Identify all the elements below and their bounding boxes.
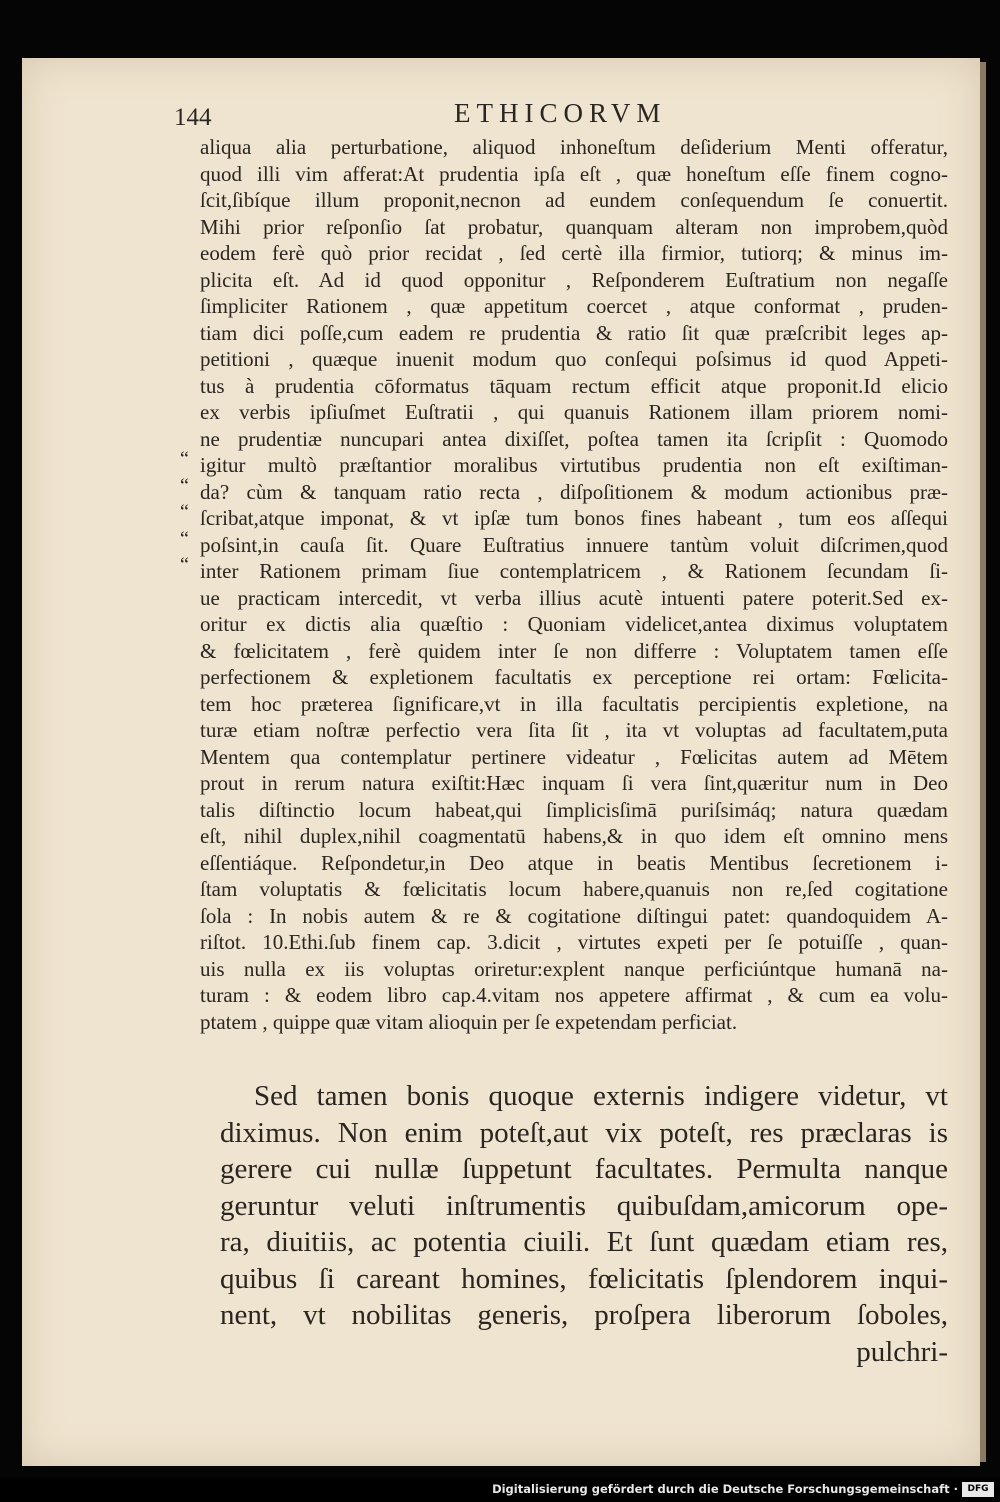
commentary-line: petitioni , quæque inuenit modum quo conſequi poſsimus id quod Appeti-	[200, 347, 948, 371]
main-text-line: ra, diuitiis, ac potentia ciuili. Et ſunt quædam etiam res,	[220, 1226, 948, 1258]
commentary-line: eſt, nihil duplex,nihil coagmentatū habens,& in quo idem eſt omnino mens	[200, 824, 948, 848]
commentary-line: ptatem , quippe quæ vitam alioquin per ſe expetendam perficiat.	[200, 1009, 738, 1034]
commentary-line: perfectionem & expletionem facultatis ex perceptione rei ortam: Fœlicita-	[200, 665, 948, 689]
main-text-line: gerere cui nullæ ſuppetunt facultates. Permulta nanque	[220, 1153, 948, 1185]
commentary-line: Mihi prior reſponſio ſat probatur, quanquam alteram non improbem,quòd	[200, 214, 948, 239]
main-text-line: diximus. Non enim poteſt,aut vix poteſt, res præclaras is	[220, 1116, 948, 1149]
main-text-block	[220, 1078, 948, 1370]
commentary-line: ſtam voluptatis & fœlicitatis locum habere,quanuis non re,ſed cogitatione	[200, 877, 948, 901]
commentary-line: ex verbis ipſiuſmet Euſtratii , qui quanuis Rationem illam priorem nomi-	[200, 400, 948, 424]
commentary-line: ſola : In nobis autem & re & cogitatione diſtingui patet: quandoquidem A-	[200, 903, 948, 928]
quote-mark: “	[180, 527, 189, 550]
commentary-line: poſsint,in cauſa ſit. Quare Euſtratius innuere tantùm voluit diſcrimen,quod	[200, 532, 948, 557]
main-text-line: Sed tamen bonis quoque externis indigere videtur, vt	[254, 1080, 948, 1112]
commentary-line: tus à prudentia cōformatus tāquam rectum efficit atque proponit.Id elicio	[200, 373, 948, 398]
quote-marks	[180, 446, 200, 579]
main-text-line: geruntur veluti inſtrumentis quibuſdam,amicorum ope-	[220, 1189, 948, 1222]
main-text-line: quibus ſi careant homines, fœlicitatis ſplendorem inqui-	[220, 1262, 948, 1295]
commentary-line: prout in rerum natura exiſtit:Hæc inquam ſi vera ſint,quæritur num in Deo	[200, 771, 948, 795]
commentary-line: eſſentiáque. Reſpondetur,in Deo atque in beatis Mentibus ſecretionem i-	[200, 850, 948, 875]
commentary-line: ne prudentiæ nuncupari antea dixiſſet, poſtea tamen ita ſcripſit : Quomodo	[200, 426, 948, 451]
commentary-line: ſcribat,atque imponat, & vt ipſæ tum bonos fines habeant , tum eos aſſequi	[200, 506, 948, 530]
commentary-line: oritur ex dictis alia quæſtio : Quoniam videlicet,antea diximus voluptatem	[200, 612, 948, 636]
commentary-line: da? cùm & tanquam ratio recta , diſpoſitionem & modum actionibus præ-	[200, 479, 948, 504]
commentary-line: turam : & eodem libro cap.4.vitam nos appetere affirmat , & cum ea volu-	[200, 983, 948, 1007]
commentary-line: tem hoc præterea ſignificare,vt in illa facultatis percipientis expletione, na	[200, 691, 948, 716]
commentary-line: ſimpliciter Rationem , quæ appetitum coercet , atque conformat , pruden-	[200, 294, 948, 318]
commentary-line: & fœlicitatem , ferè quidem inter ſe non differre : Voluptatem tamen eſſe	[200, 638, 948, 663]
quote-mark: “	[180, 554, 189, 576]
main-text-line: nent, vt nobilitas generis, proſpera liberorum ſoboles,	[220, 1299, 948, 1331]
page-edge	[980, 62, 986, 1462]
commentary-line: inter Rationem primam ſiue contemplatricem , & Rationem ſecundam ſi-	[200, 559, 948, 583]
commentary-line: uis nulla ex iis voluptas oriretur:explent nanque perficiúntque humanā na-	[200, 956, 948, 981]
running-title: ETHICORVM	[454, 98, 667, 128]
commentary-line: riſtot. 10.Ethi.ſub finem cap. 3.dicit , virtutes expeti per ſe potuiſſe , quan-	[200, 930, 948, 954]
commentary-line: eodem ferè quò prior recidat , ſed certè illa firmior, tutiorq; & minus im-	[200, 241, 948, 265]
quote-mark: “	[180, 474, 189, 497]
commentary-line: talis diſtinctio locum habeat,qui ſimplicisſimā puriſsimáq; natura quædam	[200, 797, 948, 822]
quote-mark: “	[180, 448, 189, 470]
commentary-line: Mentem qua contemplatur pertinere videatur , Fœlicitas autem ad Mētem	[200, 744, 948, 769]
commentary-line: igitur multò præſtantior moralibus virtutibus prudentia non eſt exiſtiman-	[200, 453, 948, 477]
quote-mark: “	[180, 501, 189, 523]
main-text-line: pulchri-	[856, 1335, 948, 1368]
page-header	[174, 98, 954, 138]
commentary-line: ue practicam intercedit, vt verba illius acutè intuenti patere poterit.Sed ex-	[200, 585, 948, 610]
commentary-line: plicita eſt. Ad id quod opponitur , Reſponderem Euſtratium non negaſſe	[200, 267, 948, 292]
commentary-line: tiam dici poſſe,cum eadem re prudentia & ratio ſit quæ præſcribit leges ap-	[200, 320, 948, 345]
commentary-line: aliqua alia perturbatione, aliquod inhoneſtum deſiderium Menti offeratur,	[200, 135, 948, 159]
commentary-line: quod illi vim afferat:At prudentia ipſa eſt , quæ honeſtum eſſe finem cogno-	[200, 161, 948, 186]
commentary-block	[200, 134, 948, 1035]
page-number: 144	[174, 104, 212, 131]
commentary-line: ſcit,ſibíque illum proponit,necnon ad eundem conſequendum ſe conuertit.	[200, 188, 948, 212]
dfg-logo: DFG	[962, 1482, 994, 1497]
footer-credit: Digitalisierung gefördert durch die Deutsche Forschungsgemeinschaft ·	[492, 1482, 958, 1496]
commentary-line: turæ etiam noſtræ perfectio vera ſita ſit , ita vt voluptas ad facultatem,puta	[200, 718, 948, 742]
footer-bar	[0, 1478, 1000, 1502]
